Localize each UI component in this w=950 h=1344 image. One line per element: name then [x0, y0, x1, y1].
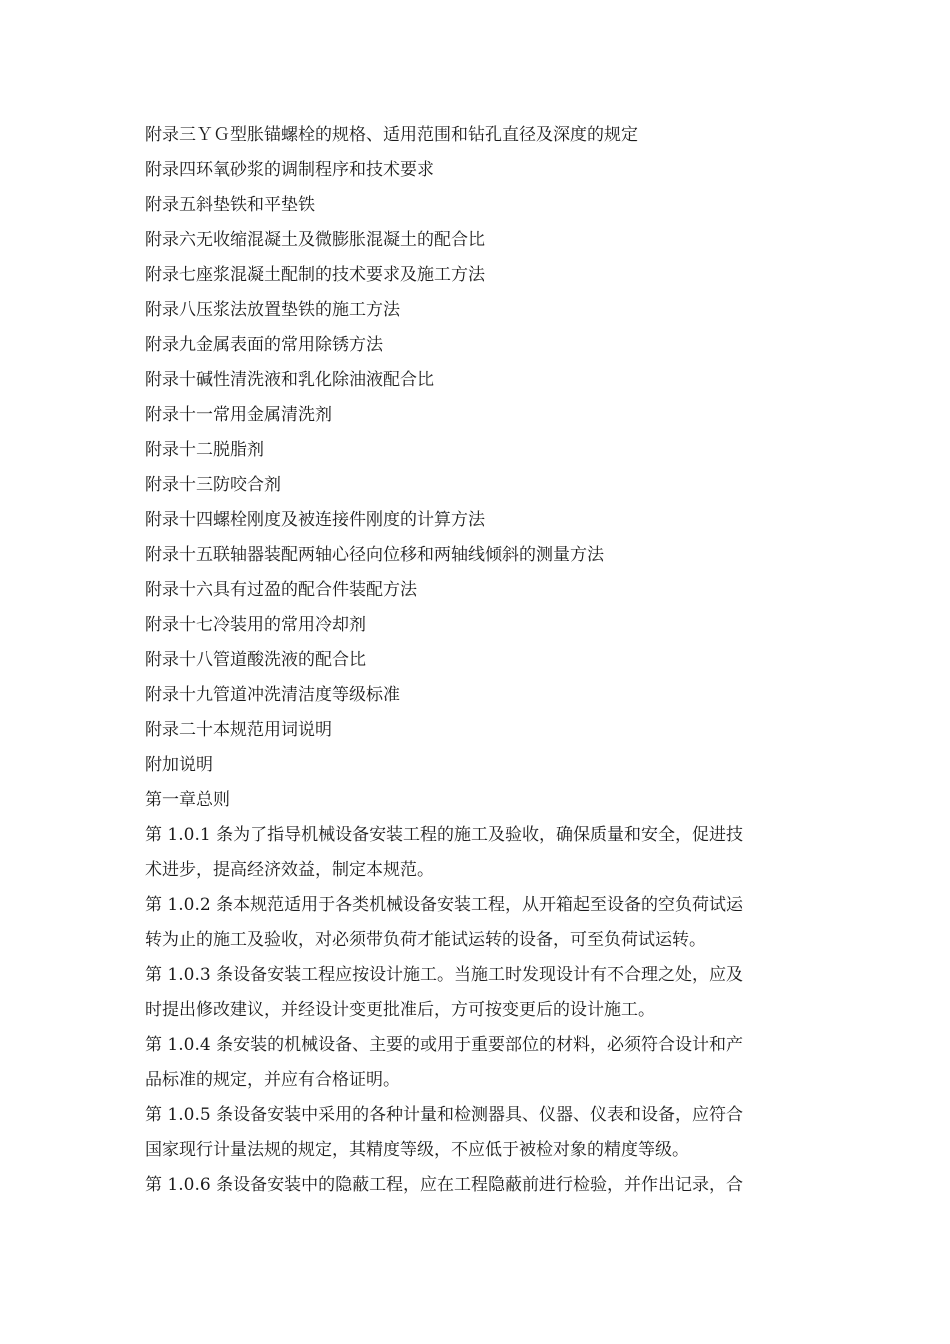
appendix-item: 附录十二脱脂剂: [145, 440, 264, 460]
clause-paragraph: [145, 1098, 810, 1168]
appendix-item: 附录十四螺栓刚度及被连接件刚度的计算方法: [145, 510, 485, 530]
clause-paragraph: [145, 818, 810, 888]
appendix-item: 附录十六具有过盈的配合件装配方法: [145, 580, 417, 600]
clause-text-line: 第 1.0.2 条本规范适用于各类机械设备安装工程，从开箱起至设备的空负荷试运: [145, 895, 744, 915]
clause-text-line: 品标准的规定，并应有合格证明。: [145, 1070, 400, 1090]
clause-text-line: 第 1.0.5 条设备安装中采用的各种计量和检测器具、仪器、仪表和设备，应符合: [145, 1105, 744, 1125]
appendix-item: 附录十九管道冲洗清洁度等级标准: [145, 685, 400, 705]
appendix-item: 附录十七冷装用的常用冷却剂: [145, 615, 366, 635]
clause-paragraph: [145, 888, 810, 958]
appendix-item: 附录十五联轴器装配两轴心径向位移和两轴线倾斜的测量方法: [145, 545, 604, 565]
clause-paragraph: [145, 958, 810, 1028]
appendix-item: 附录三ＹＧ型胀锚螺栓的规格、适用范围和钻孔直径及深度的规定: [145, 125, 638, 145]
appendix-item: 附加说明: [145, 755, 213, 775]
chapter-title: 第一章总则: [145, 790, 230, 810]
clause-text-line: 第 1.0.6 条设备安装中的隐蔽工程，应在工程隐蔽前进行检验，并作出记录，合: [145, 1175, 744, 1195]
appendix-item: 附录四环氧砂浆的调制程序和技术要求: [145, 160, 434, 180]
appendix-item: 附录十碱性清洗液和乳化除油液配合比: [145, 370, 434, 390]
appendix-item: 附录十一常用金属清洗剂: [145, 405, 332, 425]
appendix-item: 附录二十本规范用词说明: [145, 720, 332, 740]
appendix-item: 附录五斜垫铁和平垫铁: [145, 195, 315, 215]
appendix-item: 附录七座浆混凝土配制的技术要求及施工方法: [145, 265, 485, 285]
clause-text-line: 第 1.0.1 条为了指导机械设备安装工程的施工及验收，确保质量和安全，促进技: [145, 825, 744, 845]
clause-text-line: 第 1.0.3 条设备安装工程应按设计施工。当施工时发现设计有不合理之处，应及: [145, 965, 744, 985]
clause-text-line: 术进步，提高经济效益，制定本规范。: [145, 860, 434, 880]
appendix-item: 附录十三防咬合剂: [145, 475, 281, 495]
clause-text-line: 时提出修改建议，并经设计变更批准后，方可按变更后的设计施工。: [145, 1000, 655, 1020]
clause-text-line: 第 1.0.4 条安装的机械设备、主要的或用于重要部位的材料，必须符合设计和产: [145, 1035, 744, 1055]
appendix-item: 附录十八管道酸洗液的配合比: [145, 650, 366, 670]
clause-text-line: 国家现行计量法规的规定，其精度等级，不应低于被检对象的精度等级。: [145, 1140, 689, 1160]
clause-paragraph: [145, 1028, 810, 1098]
document-page: [145, 118, 810, 1203]
clause-paragraph: [145, 1168, 810, 1203]
appendix-item: 附录九金属表面的常用除锈方法: [145, 335, 383, 355]
appendix-item: 附录六无收缩混凝土及微膨胀混凝土的配合比: [145, 230, 485, 250]
appendix-list: [145, 118, 810, 783]
appendix-item: 附录八压浆法放置垫铁的施工方法: [145, 300, 400, 320]
clause-text-line: 转为止的施工及验收，对必须带负荷才能试运转的设备，可至负荷试运转。: [145, 930, 706, 950]
